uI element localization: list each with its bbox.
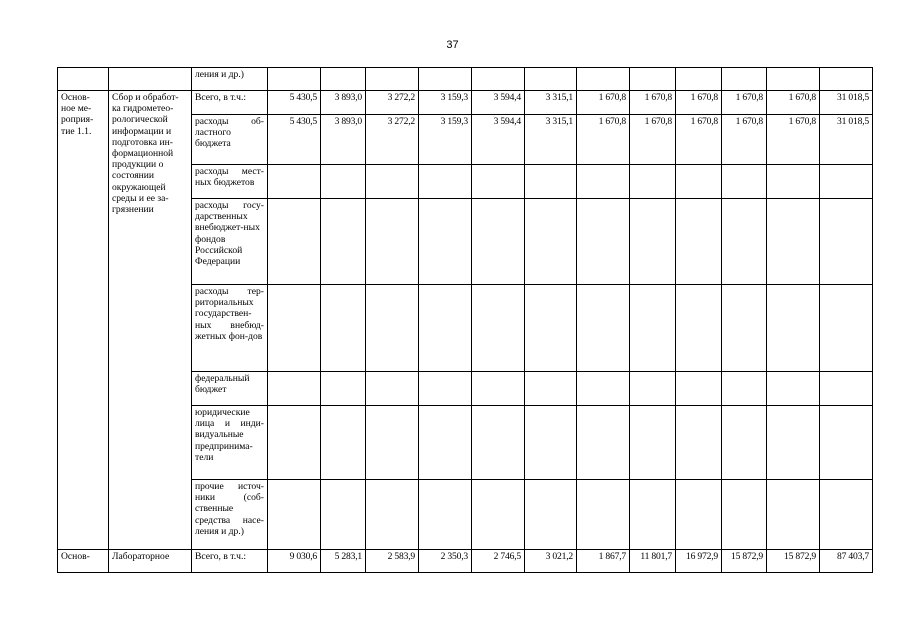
- activity-name-cell: Лабораторное: [109, 550, 192, 573]
- value-cell: 1 670,8: [577, 91, 630, 115]
- value-cell: 15 872,9: [722, 550, 767, 573]
- value-cell: 3 021,2: [525, 550, 577, 573]
- funding-source-cell: прочие источ-ники (соб-ственные средства насе-ления и др.): [192, 480, 268, 550]
- value-cell: [525, 406, 577, 480]
- value-cell: [577, 480, 630, 550]
- activity-name-line: продукции о: [112, 159, 164, 171]
- value-cell: [767, 165, 820, 199]
- value-cell: [525, 285, 577, 372]
- value-cell: [268, 68, 321, 91]
- value-cell: [472, 480, 525, 550]
- value-cell: 1 670,8: [722, 91, 767, 115]
- source-cell: ления и др.): [192, 68, 268, 91]
- funding-source-cell: расходы госу-дарственных внебюджет-ных фондов Российской Федерации: [192, 199, 268, 285]
- value-cell: [722, 372, 767, 406]
- activity-type-line: роприя-: [61, 114, 94, 126]
- value-cell: 3 315,1: [525, 91, 577, 115]
- value-cell: [321, 165, 366, 199]
- value-cell: [268, 480, 321, 550]
- funding-source-cell: расходы тер-риториальных государствен-ных внебюд-жетных фон-дов: [192, 285, 268, 372]
- value-cell: [722, 480, 767, 550]
- value-cell: [472, 406, 525, 480]
- value-cell: 3 594,4: [472, 91, 525, 115]
- value-cell: [676, 406, 722, 480]
- name-cell: [109, 68, 192, 91]
- activity-type-line: ное ме-: [61, 103, 92, 115]
- value-cell: [676, 480, 722, 550]
- value-cell: [630, 199, 676, 285]
- value-cell: [419, 285, 472, 372]
- value-cell: 1 670,8: [630, 91, 676, 115]
- value-cell: [472, 165, 525, 199]
- value-cell: [820, 199, 873, 285]
- value-cell: 3 272,2: [366, 91, 419, 115]
- value-cell: [525, 68, 577, 91]
- value-cell: 87 403,7: [820, 550, 873, 573]
- value-cell: [419, 406, 472, 480]
- value-cell: 3 315,1: [525, 115, 577, 165]
- value-cell: [767, 199, 820, 285]
- value-cell: 2 350,3: [419, 550, 472, 573]
- value-cell: [525, 480, 577, 550]
- value-cell: 1 670,8: [676, 115, 722, 165]
- activity-name-line: формационной: [112, 148, 174, 160]
- value-cell: [630, 68, 676, 91]
- value-cell: 3 893,0: [321, 115, 366, 165]
- value-cell: 1 867,7: [577, 550, 630, 573]
- value-cell: [722, 285, 767, 372]
- value-cell: [268, 165, 321, 199]
- value-cell: 3 272,2: [366, 115, 419, 165]
- value-cell: 1 670,8: [676, 91, 722, 115]
- table-row-continuation: [58, 68, 873, 91]
- value-cell: 3 159,3: [419, 115, 472, 165]
- value-cell: 11 801,7: [630, 550, 676, 573]
- table-row: [58, 550, 873, 573]
- value-cell: 5 430,5: [268, 91, 321, 115]
- value-cell: 3 159,3: [419, 91, 472, 115]
- value-cell: [321, 480, 366, 550]
- value-cell: 1 670,8: [577, 115, 630, 165]
- activity-name-line: грязнении: [112, 204, 154, 216]
- value-cell: [630, 406, 676, 480]
- value-cell: 9 030,6: [268, 550, 321, 573]
- value-cell: [820, 165, 873, 199]
- value-cell: [419, 480, 472, 550]
- value-cell: [268, 372, 321, 406]
- value-cell: [767, 372, 820, 406]
- value-cell: [676, 165, 722, 199]
- value-cell: 1 670,8: [630, 115, 676, 165]
- value-cell: [366, 68, 419, 91]
- funding-source-cell: расходы об-ластного бюджета: [192, 115, 268, 165]
- activity-name-line: среды и ее за-: [112, 192, 169, 204]
- value-cell: [676, 372, 722, 406]
- activity-type-line: тие 1.1.: [61, 125, 92, 137]
- activity-type-line: Основ-: [61, 92, 90, 103]
- value-cell: [472, 68, 525, 91]
- value-cell: [321, 406, 366, 480]
- value-cell: [722, 199, 767, 285]
- value-cell: [630, 165, 676, 199]
- budget-table: [57, 67, 873, 573]
- value-cell: [676, 285, 722, 372]
- activity-name-line: Сбор и обработ-: [112, 92, 179, 103]
- value-cell: [577, 199, 630, 285]
- value-cell: 31 018,5: [820, 91, 873, 115]
- value-cell: [321, 68, 366, 91]
- value-cell: [767, 68, 820, 91]
- value-cell: [577, 68, 630, 91]
- value-cell: [630, 372, 676, 406]
- value-cell: [321, 285, 366, 372]
- value-cell: [820, 480, 873, 550]
- value-cell: [820, 68, 873, 91]
- value-cell: [767, 406, 820, 480]
- value-cell: 5 283,1: [321, 550, 366, 573]
- value-cell: [722, 68, 767, 91]
- value-cell: [366, 165, 419, 199]
- value-cell: [577, 165, 630, 199]
- activity-name-line: ка гидрометео-: [112, 103, 174, 115]
- value-cell: [366, 199, 419, 285]
- value-cell: 16 972,9: [676, 550, 722, 573]
- activity-name-line: рологической: [112, 114, 168, 126]
- value-cell: 3 893,0: [321, 91, 366, 115]
- funding-source-cell: расходы мест-ных бюджетов: [192, 165, 268, 199]
- value-cell: 1 670,8: [767, 115, 820, 165]
- value-cell: [419, 68, 472, 91]
- activity-name-line: информации и: [112, 125, 172, 137]
- value-cell: [366, 406, 419, 480]
- value-cell: [820, 372, 873, 406]
- activity-name-line: состоянии: [112, 170, 155, 182]
- funding-source-cell: Всего, в т.ч.:: [192, 550, 268, 573]
- value-cell: [767, 480, 820, 550]
- value-cell: [268, 199, 321, 285]
- activity-type-cell: [58, 91, 109, 550]
- value-cell: [577, 406, 630, 480]
- value-cell: [366, 480, 419, 550]
- value-cell: [820, 406, 873, 480]
- value-cell: [577, 285, 630, 372]
- value-cell: 2 583,9: [366, 550, 419, 573]
- value-cell: [767, 285, 820, 372]
- value-cell: [630, 285, 676, 372]
- value-cell: 5 430,5: [268, 115, 321, 165]
- funding-source-cell: юридические лица и инди-видуальные предпринима-тели: [192, 406, 268, 480]
- activity-name-cell: [109, 91, 192, 550]
- table-row: [58, 91, 873, 115]
- value-cell: [268, 285, 321, 372]
- value-cell: 1 670,8: [767, 91, 820, 115]
- value-cell: [577, 372, 630, 406]
- value-cell: [419, 165, 472, 199]
- value-cell: 1 670,8: [722, 115, 767, 165]
- value-cell: [419, 372, 472, 406]
- activity-name-line: окружающей: [112, 181, 166, 193]
- value-cell: [676, 68, 722, 91]
- value-cell: [525, 165, 577, 199]
- value-cell: [366, 372, 419, 406]
- type-cell: [58, 68, 109, 91]
- value-cell: [630, 480, 676, 550]
- value-cell: [525, 199, 577, 285]
- value-cell: 31 018,5: [820, 115, 873, 165]
- value-cell: [321, 372, 366, 406]
- value-cell: [820, 285, 873, 372]
- value-cell: [321, 199, 366, 285]
- value-cell: [676, 199, 722, 285]
- value-cell: [525, 372, 577, 406]
- value-cell: [722, 165, 767, 199]
- value-cell: 3 594,4: [472, 115, 525, 165]
- value-cell: [722, 406, 767, 480]
- value-cell: 2 746,5: [472, 550, 525, 573]
- value-cell: [268, 406, 321, 480]
- value-cell: [472, 199, 525, 285]
- value-cell: 15 872,9: [767, 550, 820, 573]
- value-cell: [419, 199, 472, 285]
- value-cell: [472, 285, 525, 372]
- value-cell: [366, 285, 419, 372]
- page-number: 37: [446, 39, 459, 51]
- value-cell: [472, 372, 525, 406]
- activity-name-line: подготовка ин-: [112, 136, 173, 148]
- funding-source-cell: Всего, в т.ч.:: [192, 91, 268, 115]
- funding-source-cell: федеральный бюджет: [192, 372, 268, 406]
- activity-type-cell: Основ-: [58, 550, 109, 573]
